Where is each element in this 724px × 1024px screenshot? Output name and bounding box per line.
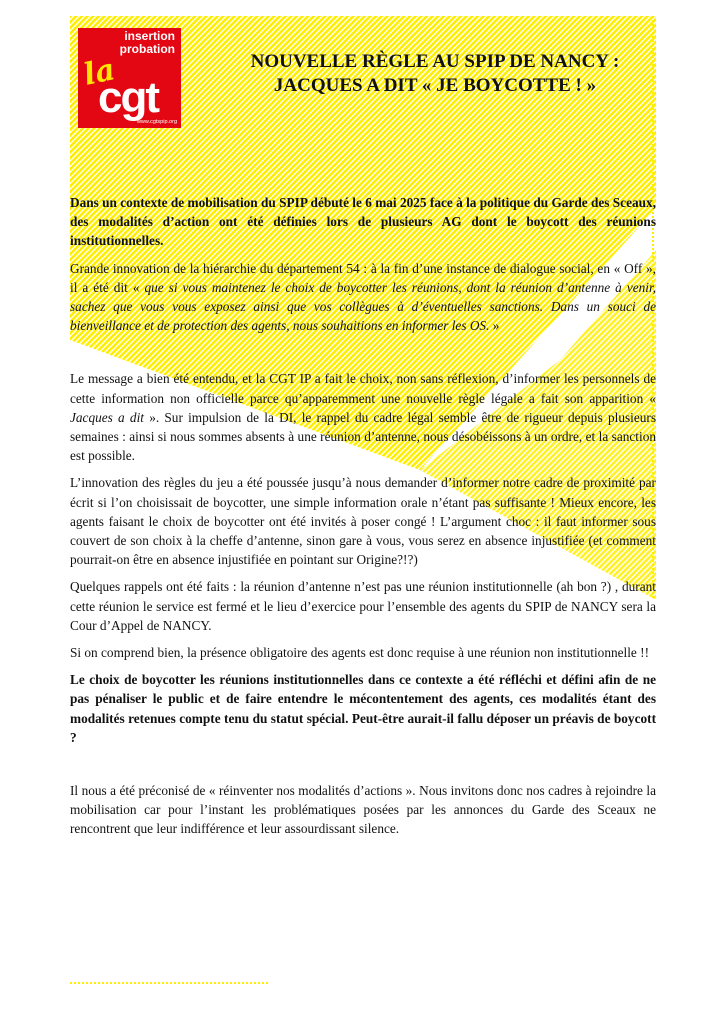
logo-script-la: la <box>80 52 119 93</box>
p2-text: Grande innovation de la hiérarchie du département 54 : à la fin d’une instance de dialogue social, en « Off », il a été dit « <box>70 260 656 295</box>
logo-brand-cgt: cgt <box>98 73 158 122</box>
logo-line-probation: probation <box>119 42 175 56</box>
p2-close: » <box>489 318 500 334</box>
page-title <box>215 50 655 98</box>
paragraph-boycott-choice: Le choix de boycotter les réunions institutionnelles dans ce contexte a été réfléchi et défini afin de ne pas pénaliser le public et de faire entendre le mécontentement des agents, ces modalités étant des modalités retenues compte tenu du statut spécial. Peut-être aurait-il fallu déposer un préavis de boycott ? <box>70 672 656 745</box>
title-line-1: NOUVELLE RÈGLE AU SPIP DE NANCY : <box>250 51 620 72</box>
p3-text: Le message a bien été entendu, et la CGT IP a fait le choix, non sans réflexion, d’informer les personnels de cette information non officielle parce qu’apparemment une nouvelle règle légale a fait son apparition « <box>70 371 656 406</box>
p2-quote: que si vous maintenez le choix de boycotter les réunions, dont la réunion d’antenne à venir, sachez que vous vous exposez ainsi que vos collègues à d’éventuelles sanctions. Dans un souci de bienveillance et de protection des agents, nous souhaitions en informer les OS. <box>70 279 656 334</box>
paragraph-reminders: Quelques rappels ont été faits : la réunion d’antenne n’est pas une réunion institutionnelle (ah bon ?) , durant cette réunion le service est fermé et le lieu d’exercice pour l’ensemble des agents du SPIP de NANCY sera la Cour d’Appel de NANCY. <box>70 579 656 633</box>
logo-line-insertion: insertion <box>124 29 175 43</box>
p3-quote: Jacques a dit <box>70 409 144 425</box>
paragraph-obligatory-presence: Si on comprend bien, la présence obligatoire des agents est donc requise à une réunion non institutionnelle !! <box>70 645 649 661</box>
paragraph-rules-innovation: L’innovation des règles du jeu a été poussée jusqu’à nous demander d’informer notre cadre de proximité par écrit si l’on choisissait de boycotter, une simple information orale n’étant pas suffisante ! Mieux encore, les agents faisant le choix de boycotter ont été invités à poser congé ! L’argument choc : il faut informer sous couvert de son choix à la cheffe d’antenne, sinon gare à vous, vous serez en absence injustifiée (et comment pourrait-on être en absence injustifiée en pointant sur Origine?!?) <box>70 475 656 568</box>
intro-paragraph: Dans un contexte de mobilisation du SPIP débuté le 6 mai 2025 face à la politique du Garde des Sceaux, des modalités d’action ont été définies lors de plusieurs AG dont le boycott des réunions institutionnelles. <box>70 195 656 249</box>
logo-website: www.cgtspip.org <box>136 119 177 125</box>
spacer <box>70 755 656 781</box>
title-line-2: JACQUES A DIT « JE BOYCOTTE ! » <box>273 75 597 96</box>
paragraph-cgt-response <box>70 369 656 465</box>
cgt-logo <box>78 28 181 128</box>
p3-rest: ». Sur impulsion de la DI, le rappel du cadre légal semble être de rigueur depuis plusieurs semaines : ainsi si nous sommes absents à une réunion d’antenne, nous désobéissons à un ordre, et la sanction est possible. <box>70 409 656 464</box>
spacer <box>70 343 656 369</box>
document-body <box>70 193 656 847</box>
paragraph-hierarchy-message <box>70 259 656 336</box>
paragraph-conclusion: Il nous a été préconisé de « réinventer nos modalités d’actions ». Nous invitons donc nos cadres à rejoindre la mobilisation car pour l’instant les problématiques posées par les annonces du Garde des Sceaux ne rencontrent que leur indifférence et leur assourdissant silence. <box>70 783 656 837</box>
